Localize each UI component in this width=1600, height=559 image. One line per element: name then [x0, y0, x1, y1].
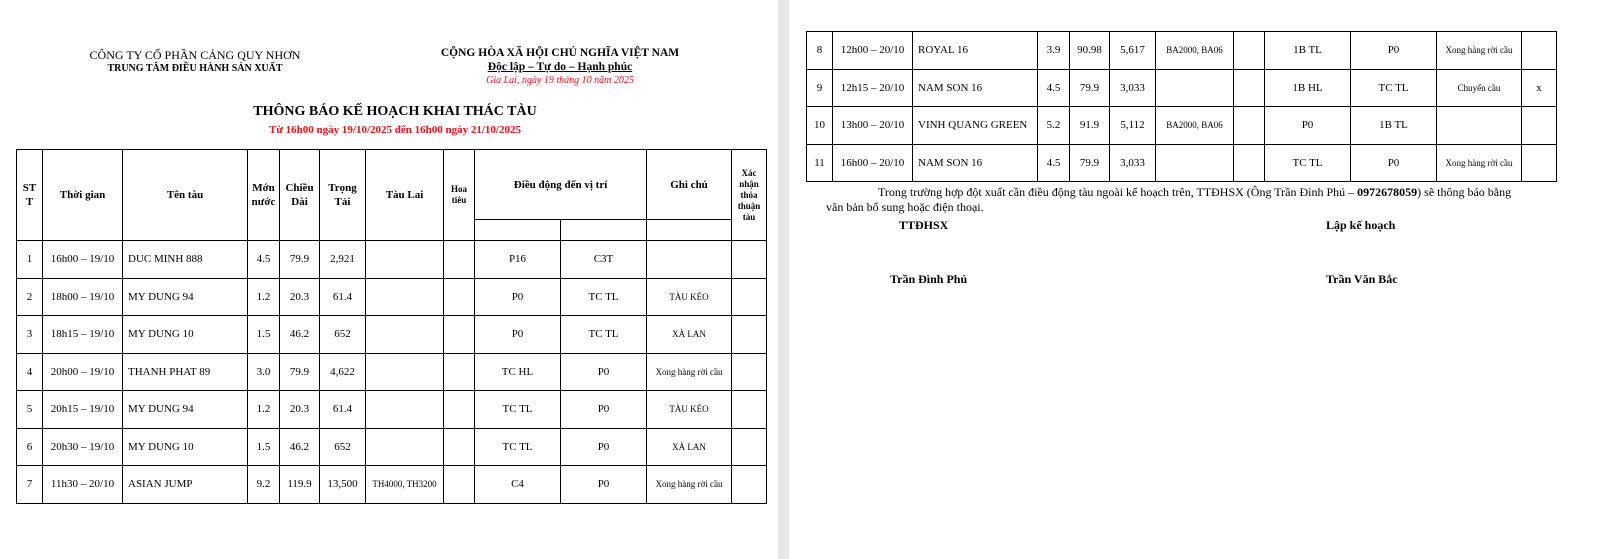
cell-tug: TH4000, TH3200	[366, 466, 444, 504]
cell-confirm	[1522, 144, 1557, 182]
cell-from: P0	[475, 316, 561, 354]
cell-tonnage: 3,033	[1110, 144, 1156, 182]
department-name: TRUNG TÂM ĐIỀU HÀNH SẢN XUẤT	[107, 63, 283, 74]
cell-confirm: x	[1522, 69, 1557, 107]
cell-draft: 4.5	[1038, 144, 1070, 182]
notice-line-2: văn bản bổ sung hoặc điện thoại.	[826, 200, 984, 214]
col-move: Điều động đến vị trí	[475, 150, 647, 220]
schedule-table	[16, 149, 767, 504]
table-row	[17, 278, 767, 316]
col-vessel: Tên tàu	[123, 150, 248, 241]
cell-to: TC TL	[1351, 69, 1437, 107]
notice-line-1-end: ) sẽ thông báo bằng	[1417, 185, 1512, 199]
cell-tug	[366, 353, 444, 391]
national-motto: Độc lập – Tự do – Hạnh phúc	[487, 61, 633, 73]
col-note: Ghi chú	[647, 150, 732, 220]
cell-tug	[366, 316, 444, 354]
cell-stt: 7	[17, 466, 43, 504]
cell-pilot	[444, 241, 475, 279]
cell-to: P0	[561, 466, 647, 504]
cell-from: TC TL	[1265, 144, 1351, 182]
cell-time: 18h15 – 19/10	[43, 316, 123, 354]
cell-note	[647, 241, 732, 279]
cell-time: 12h00 – 20/10	[833, 32, 913, 70]
cell-time: 20h30 – 19/10	[43, 428, 123, 466]
cell-to: P0	[561, 391, 647, 429]
signature-left-title: TTĐHSX	[899, 218, 949, 232]
table-row	[17, 428, 767, 466]
cell-pilot	[444, 428, 475, 466]
cell-tonnage: 5,112	[1110, 107, 1156, 145]
cell-note: Xong hàng rời cầu	[1437, 32, 1522, 70]
col-note-sub	[647, 220, 732, 241]
cell-vessel: VINH QUANG GREEN	[913, 107, 1038, 145]
cell-length: 46.2	[280, 428, 320, 466]
cell-to: P0	[561, 428, 647, 466]
cell-confirm	[1522, 107, 1557, 145]
cell-pilot	[444, 391, 475, 429]
cell-note: TÀU KÉO	[647, 391, 732, 429]
col-pilot: Hoa tiêu	[444, 150, 475, 241]
cell-from: TC TL	[475, 428, 561, 466]
cell-tonnage: 4,622	[320, 353, 366, 391]
cell-length: 79.9	[1070, 69, 1110, 107]
cell-tug	[1156, 69, 1234, 107]
table-row	[17, 241, 767, 279]
cell-stt: 3	[17, 316, 43, 354]
cell-vessel: THANH PHAT 89	[123, 353, 248, 391]
cell-length: 46.2	[280, 316, 320, 354]
cell-from: P16	[475, 241, 561, 279]
cell-stt: 9	[807, 69, 833, 107]
cell-time: 20h00 – 19/10	[43, 353, 123, 391]
cell-to: TC TL	[561, 278, 647, 316]
schedule-table-continued	[806, 31, 1557, 182]
cell-from: 1B TL	[1265, 32, 1351, 70]
cell-pilot	[1234, 144, 1265, 182]
cell-vessel: ROYAL 16	[913, 32, 1038, 70]
table-row	[17, 391, 767, 429]
cell-pilot	[444, 353, 475, 391]
cell-from: P0	[1265, 107, 1351, 145]
cell-length: 90.98	[1070, 32, 1110, 70]
cell-draft: 4.5	[1038, 69, 1070, 107]
cell-note: XÀ LAN	[647, 428, 732, 466]
cell-vessel: ASIAN JUMP	[123, 466, 248, 504]
page-title: THÔNG BÁO KẾ HOẠCH KHAI THÁC TÀU	[253, 104, 537, 119]
cell-note: XÀ LAN	[647, 316, 732, 354]
document-page-2	[789, 0, 1600, 559]
notice-line-1: Trong trường hợp đột xuất cần điều động tàu ngoài kế hoạch trên, TTĐHSX (Ông Trần Đình Phú –	[878, 185, 1358, 199]
cell-pilot	[444, 316, 475, 354]
cell-vessel: MY DUNG 10	[123, 316, 248, 354]
table-row	[807, 69, 1557, 107]
notice-phone: 0972678059	[1357, 185, 1418, 199]
cell-vessel: MY DUNG 94	[123, 278, 248, 316]
cell-confirm	[732, 428, 767, 466]
cell-confirm	[732, 278, 767, 316]
cell-confirm	[732, 241, 767, 279]
cell-note: TÀU KÉO	[647, 278, 732, 316]
cell-length: 79.9	[280, 353, 320, 391]
cell-draft: 5.2	[1038, 107, 1070, 145]
cell-stt: 5	[17, 391, 43, 429]
cell-stt: 6	[17, 428, 43, 466]
signature-right-name: Trần Văn Bắc	[1326, 272, 1398, 286]
cell-note: Xong hàng rời cầu	[647, 353, 732, 391]
cell-to: P0	[1351, 32, 1437, 70]
cell-length: 91.9	[1070, 107, 1110, 145]
cell-draft: 3.9	[1038, 32, 1070, 70]
table-row	[17, 466, 767, 504]
cell-from: 1B HL	[1265, 69, 1351, 107]
cell-tug	[366, 391, 444, 429]
cell-draft: 1.5	[248, 428, 280, 466]
cell-tug	[366, 278, 444, 316]
cell-note: Xong hàng rời cầu	[647, 466, 732, 504]
cell-confirm	[732, 316, 767, 354]
cell-tonnage: 3,033	[1110, 69, 1156, 107]
page-subtitle: Từ 16h00 ngày 19/10/2025 đến 16h00 ngày 21/10/2025	[268, 124, 521, 136]
cell-time: 12h15 – 20/10	[833, 69, 913, 107]
cell-note	[1437, 107, 1522, 145]
cell-from: TC HL	[475, 353, 561, 391]
cell-confirm	[732, 466, 767, 504]
col-move-to	[561, 220, 647, 241]
cell-to: P0	[561, 353, 647, 391]
cell-time: 16h00 – 20/10	[833, 144, 913, 182]
cell-tonnage: 5,617	[1110, 32, 1156, 70]
cell-tonnage: 652	[320, 428, 366, 466]
cell-to: P0	[1351, 144, 1437, 182]
cell-confirm	[1522, 32, 1557, 70]
cell-stt: 1	[17, 241, 43, 279]
cell-time: 20h15 – 19/10	[43, 391, 123, 429]
company-header	[60, 49, 330, 75]
cell-length: 20.3	[280, 278, 320, 316]
cell-tug: BA2000, BA06	[1156, 107, 1234, 145]
cell-pilot	[444, 466, 475, 504]
cell-stt: 2	[17, 278, 43, 316]
table-row	[807, 144, 1557, 182]
cell-stt: 11	[807, 144, 833, 182]
cell-draft: 4.5	[248, 241, 280, 279]
col-move-from	[475, 220, 561, 241]
cell-time: 11h30 – 20/10	[43, 466, 123, 504]
cell-draft: 9.2	[248, 466, 280, 504]
cell-draft: 1.2	[248, 391, 280, 429]
cell-pilot	[1234, 32, 1265, 70]
cell-tonnage: 61.4	[320, 278, 366, 316]
signature-left-name: Trần Đình Phú	[890, 272, 968, 286]
cell-pilot	[444, 278, 475, 316]
cell-vessel: NAM SON 16	[913, 69, 1038, 107]
cell-vessel: DUC MINH 888	[123, 241, 248, 279]
cell-tonnage: 13,500	[320, 466, 366, 504]
table-row	[807, 107, 1557, 145]
cell-to: 1B TL	[1351, 107, 1437, 145]
col-length: Chiều Dài	[280, 150, 320, 241]
cell-length: 79.9	[1070, 144, 1110, 182]
cell-from: C4	[475, 466, 561, 504]
cell-to: TC TL	[561, 316, 647, 354]
cell-pilot	[1234, 107, 1265, 145]
cell-stt: 10	[807, 107, 833, 145]
table-row	[17, 353, 767, 391]
cell-confirm	[732, 391, 767, 429]
cell-tonnage: 2,921	[320, 241, 366, 279]
cell-time: 16h00 – 19/10	[43, 241, 123, 279]
cell-vessel: MY DUNG 94	[123, 391, 248, 429]
col-tug: Tàu Lai	[366, 150, 444, 241]
cell-from: TC TL	[475, 391, 561, 429]
footer-notice	[826, 185, 1566, 215]
col-time: Thời gian	[43, 150, 123, 241]
cell-tonnage: 61.4	[320, 391, 366, 429]
table-header-row	[17, 150, 767, 220]
cell-draft: 3.0	[248, 353, 280, 391]
cell-time: 13h00 – 20/10	[833, 107, 913, 145]
cell-vessel: MY DUNG 10	[123, 428, 248, 466]
cell-tug	[1156, 144, 1234, 182]
place-date: Gia Lai, ngày 19 tháng 10 năm 2025	[486, 75, 634, 86]
company-name: CÔNG TY CỔ PHẦN CẢNG QUY NHƠN	[89, 48, 301, 62]
col-draft: Mớn nước	[248, 150, 280, 241]
cell-length: 79.9	[280, 241, 320, 279]
cell-stt: 8	[807, 32, 833, 70]
country-name: CỘNG HÒA XÃ HỘI CHỦ NGHĨA VIỆT NAM	[440, 47, 680, 59]
cell-draft: 1.2	[248, 278, 280, 316]
cell-time: 18h00 – 19/10	[43, 278, 123, 316]
cell-to: C3T	[561, 241, 647, 279]
cell-note: Chuyển cầu	[1437, 69, 1522, 107]
cell-length: 119.9	[280, 466, 320, 504]
col-stt: ST T	[17, 150, 43, 241]
cell-from: P0	[475, 278, 561, 316]
col-confirm: Xác nhận thỏa thuận tàu	[732, 150, 767, 241]
cell-tug	[366, 428, 444, 466]
cell-tug	[366, 241, 444, 279]
col-tonnage: Trọng Tải	[320, 150, 366, 241]
cell-vessel: NAM SON 16	[913, 144, 1038, 182]
table-row	[807, 32, 1557, 70]
cell-confirm	[732, 353, 767, 391]
cell-note: Xong hàng rời cầu	[1437, 144, 1522, 182]
cell-tug: BA2000, BA06	[1156, 32, 1234, 70]
national-header	[430, 47, 690, 87]
cell-pilot	[1234, 69, 1265, 107]
cell-tonnage: 652	[320, 316, 366, 354]
signature-right-title: Lập kế hoạch	[1326, 218, 1396, 232]
cell-length: 20.3	[280, 391, 320, 429]
cell-draft: 1.5	[248, 316, 280, 354]
cell-stt: 4	[17, 353, 43, 391]
document-page-1	[0, 0, 778, 559]
table-row	[17, 316, 767, 354]
